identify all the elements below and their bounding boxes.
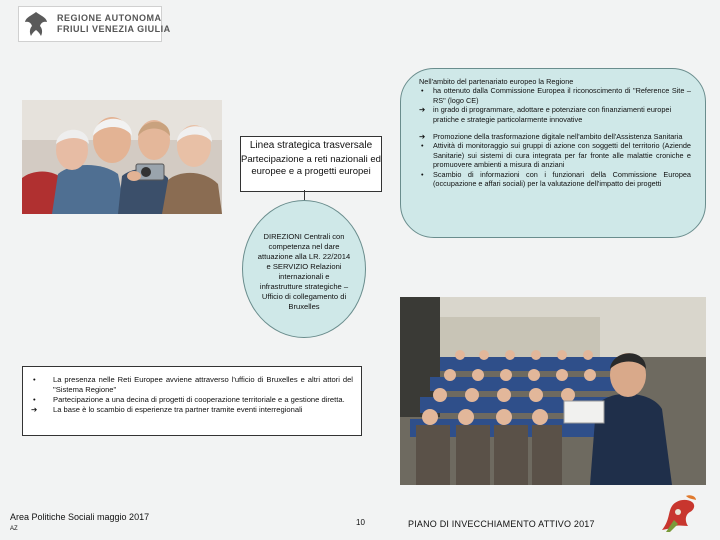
- info-item-reference-site: • ha ottenuto dalla Commissione Europea il riconoscimento di "Reference Site – RS" (logo CE): [419, 86, 691, 105]
- info-list: [419, 86, 691, 188]
- networks-list: [31, 375, 353, 415]
- logo-line-2: FRIULI VENEZIA GIULIA: [57, 24, 171, 34]
- info-item-monitoring: • Attività di monitoraggio sui gruppi di azione con soggetti del territorio (Aziende Sanitarie) sui sistemi di cura integrata per far fronte alle malattie croniche e promuovere ambienti a misura di anziani: [419, 141, 691, 169]
- eagle-icon: [23, 10, 49, 38]
- info-intro: Nell'ambito del partenariato europeo la Regione: [419, 77, 574, 86]
- meeting-photo: [400, 297, 706, 485]
- networks-item-presence: • La presenza nelle Reti Europee avviene attraverso l'ufficio di Bruxelles e altri attori del "Sistema Regione": [31, 375, 353, 395]
- footer-plan-title: PIANO DI INVECCHIAMENTO ATTIVO 2017: [408, 519, 595, 529]
- info-item-exchange: • Scambio di informazioni con i funzionari della Commissione Europea (occupazione e affari sociali) per la valutazione dell'impatto dei progetti: [419, 170, 691, 189]
- strategy-title: Linea strategica trasversale: [249, 140, 373, 151]
- partnership-info-box: [400, 68, 706, 238]
- networks-item-projects: • Partecipazione a una decina di progetti di cooperazione territoriale e a gestione diretta.: [31, 395, 353, 405]
- footer-logo-icon: [656, 490, 702, 534]
- info-item-programming: ➔ in grado di programmare, adottare e potenziare con finanziamenti europei pratiche e strategie particolarmente innovative: [419, 105, 691, 124]
- page-number: 10: [356, 518, 365, 527]
- footer-initials: AZ: [10, 526, 18, 532]
- directorate-text: DIREZIONI Centrali con competenza nel dare attuazione alla LR. 22/2014 e SERVIZIO Relazioni internazionali e infrastrutture strategiche – Ufficio di collegamento di Bruxelles: [257, 232, 351, 311]
- logo-line-1: REGIONE AUTONOMA: [57, 13, 162, 23]
- logo-text: [57, 13, 171, 35]
- directorate-circle: [242, 200, 366, 338]
- info-item-digital: ➔ Promozione della trasformazione digitale nell'ambito dell'Assistenza Sanitaria: [419, 132, 691, 141]
- info-spacer: [419, 124, 691, 132]
- strategy-subtitle: Partecipazione a reti nazionali ed europee e a progetti europei: [241, 154, 381, 177]
- european-networks-box: [22, 366, 362, 436]
- seniors-photo: [22, 100, 222, 214]
- networks-item-exchange: ➔ La base è lo scambio di esperienze tra partner tramite eventi interregionali: [31, 405, 353, 415]
- strategy-box: [240, 136, 382, 192]
- region-logo: [18, 6, 171, 42]
- footer-area-date: Area Politiche Sociali maggio 2017: [10, 512, 150, 522]
